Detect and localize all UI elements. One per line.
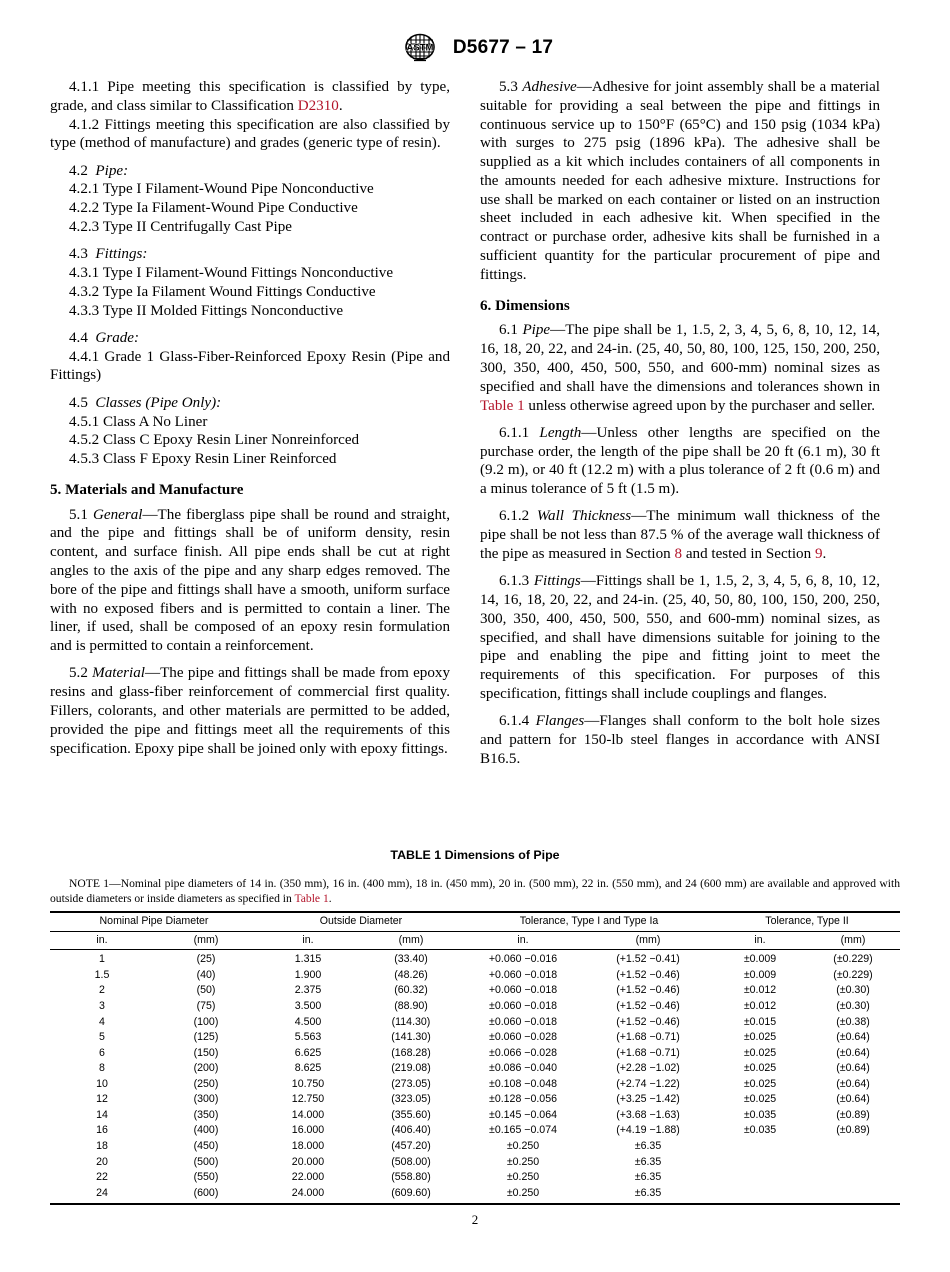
table-cell: (33.40) — [394, 953, 428, 966]
table-cell: +0.060 −0.018 — [488, 984, 558, 997]
table-cell: (300) — [193, 1093, 219, 1106]
table-cell: (+3.68 −1.63) — [616, 1108, 680, 1121]
heading-4-2 — [50, 162, 450, 181]
paragraph-6-1-4-number: 6.1.4 — [499, 713, 530, 730]
paragraph-6-1-3-title: Fittings — [533, 573, 581, 590]
column-header-nominal-in: in. — [50, 931, 154, 950]
column-group-tolerance-type-i-ia: Tolerance, Type I and Type Ia — [464, 912, 714, 931]
table-1-note-text-b: . — [328, 892, 332, 906]
table-1-note-label: NOTE — [69, 877, 100, 890]
paragraph-5-3-number: 5.3 — [499, 79, 518, 95]
table-row — [50, 968, 900, 984]
table-cell: 5.563 — [294, 1031, 322, 1044]
table-cell: +0.060 −0.018 — [488, 968, 558, 981]
table-cell: (±0.89) — [836, 1124, 870, 1137]
table-cell: (508.00) — [391, 1155, 431, 1168]
table-cell: 6.625 — [294, 1046, 322, 1059]
paragraph-4-1-1 — [50, 78, 450, 116]
heading-4-5 — [50, 394, 450, 413]
paragraph-6-1-title: Pipe — [522, 322, 551, 339]
table-cell: (100) — [193, 1015, 219, 1028]
table-cell: (168.28) — [391, 1046, 431, 1059]
table-cell: (+1.68 −0.71) — [616, 1046, 680, 1059]
table-cell: ±0.035 — [743, 1124, 777, 1137]
table-cell: (350) — [193, 1108, 219, 1121]
link-section-8[interactable]: 8 — [674, 545, 683, 562]
paragraph-6-1-number: 6.1 — [499, 322, 518, 339]
section-heading-6: 6. Dimensions — [480, 297, 570, 314]
table-cell: 20 — [96, 1155, 108, 1168]
table-cell: (+1.52 −0.46) — [616, 984, 680, 997]
table-cell: ±0.025 — [743, 1046, 777, 1059]
heading-4-3-title: Fittings: — [95, 246, 148, 263]
body-columns — [50, 78, 900, 769]
table-row — [50, 1186, 900, 1205]
column-header-tol1-in: in. — [464, 931, 582, 950]
table-cell: (550) — [193, 1171, 219, 1184]
table-cell: 22 — [96, 1171, 108, 1184]
table-cell: ±0.165 −0.074 — [489, 1124, 557, 1137]
table-cell: 2 — [99, 984, 105, 997]
link-table-1[interactable]: Table 1 — [480, 397, 525, 414]
table-cell: 10 — [96, 1077, 108, 1090]
dimensions-table — [50, 911, 900, 1205]
paragraph-6-1-4-body: —Flanges shall conform to the bolt hole sizes and pattern for 150-lb steel flanges in accordance with ANSI B16.5. — [480, 713, 880, 767]
table-cell: 12.750 — [291, 1093, 325, 1106]
table-cell: (±0.229) — [833, 953, 873, 966]
table-cell: (500) — [193, 1155, 219, 1168]
heading-4-5-number: 4.5 — [69, 394, 88, 411]
table-cell: (75) — [196, 999, 216, 1012]
paragraph-6-1-body-b: unless otherwise agreed upon by the purchaser and seller. — [524, 397, 876, 414]
table-cell: ±6.35 — [634, 1171, 662, 1184]
table-row — [50, 1170, 900, 1186]
table-cell: 20.000 — [291, 1155, 325, 1168]
table-1-note — [50, 876, 900, 906]
table-header-groups — [50, 912, 900, 931]
table-cell: 14.000 — [291, 1108, 325, 1121]
paragraph-6-1-body-a: —The pipe shall be 1, 1.5, 2, 3, 4, 5, 6, 8, 10, 12, 14, 16, 18, 20, 22, and 24-in. (25, 40, 50, 80, 100, 125, 150, 200, 250, 300, 350, 400, 450, 500, 550, and 600-mm) nominal sizes as specified and shall have the dimensions and tolerances shown in — [480, 322, 880, 395]
paragraph-6-1 — [480, 321, 880, 415]
table-cell: 16 — [96, 1124, 108, 1137]
table-row — [50, 1077, 900, 1093]
heading-4-2-number: 4.2 — [69, 162, 88, 179]
paragraph-6-1-2 — [480, 507, 880, 563]
paragraph-4-2-2: 4.2.2 Type Ia Filament-Wound Pipe Conductive — [69, 200, 358, 217]
table-row — [50, 1061, 900, 1077]
column-group-nominal-pipe-diameter: Nominal Pipe Diameter — [50, 912, 258, 931]
table-cell: +0.060 −0.016 — [488, 953, 558, 966]
right-column — [480, 78, 880, 769]
page-header — [50, 0, 900, 62]
table-cell: 8.625 — [294, 1062, 322, 1075]
link-section-9[interactable]: 9 — [814, 545, 823, 562]
table-row — [50, 1092, 900, 1108]
table-cell: (±0.30) — [836, 999, 870, 1012]
table-cell — [806, 1186, 900, 1205]
document-designation: D5677 – 17 — [452, 37, 554, 58]
table-cell: ±6.35 — [634, 1186, 662, 1199]
table-cell: 2.375 — [294, 984, 322, 997]
dimensions-table-body — [50, 950, 900, 1205]
paragraph-5-1-body: —The fiberglass pipe shall be round and straight, and the pipe and fittings shall be of uniform density, resin content, and surface finish. All pipe ends shall be cut at right angles to the axis of the pipe and any sharp edges removed. The bore of the pipe and fittings shall have a smooth, uniform surface with no exposed fibers and is permitted to contain a liner. The liner, if used, shall be composed of an epoxy resin formulation and is permitted to contain a reinforcement. — [50, 506, 450, 655]
paragraph-4-5-1: 4.5.1 Class A No Liner — [69, 413, 208, 430]
table-cell: 3.500 — [294, 999, 322, 1012]
paragraph-6-1-3-number: 6.1.3 — [499, 573, 530, 590]
paragraph-6-1-1-body: —Unless other lengths are specified on the purchase order, the length of the pipe shall be 20 ft (6.1 m), 30 ft (9.2 m), or 40 ft (12.2 m) with a plus tolerance of 2 ft (0.6 m) and a minus tolerance of 5 ft (1.5 m). — [480, 424, 880, 498]
astm-logo-icon — [397, 33, 443, 63]
paragraph-5-2 — [50, 664, 450, 758]
heading-4-3 — [50, 245, 450, 264]
table-cell: (200) — [193, 1062, 219, 1075]
table-cell: (±0.64) — [836, 1077, 870, 1090]
table-1-block — [50, 848, 900, 1205]
table-cell: 24.000 — [291, 1186, 325, 1199]
table-cell: 18.000 — [291, 1140, 325, 1152]
table-cell: (141.30) — [391, 1031, 431, 1044]
table-cell: (25) — [196, 953, 216, 966]
table-cell: ±6.35 — [634, 1155, 662, 1168]
table-row — [50, 999, 900, 1015]
table-cell: 12 — [96, 1093, 108, 1106]
heading-4-4-title: Grade: — [95, 329, 140, 346]
table-cell: (±0.229) — [833, 968, 873, 981]
heading-4-3-number: 4.3 — [69, 246, 88, 263]
heading-4-4 — [50, 329, 450, 348]
paragraph-5-2-number: 5.2 — [69, 665, 88, 682]
paragraph-4-5-2: 4.5.2 Class C Epoxy Resin Liner Nonreinforced — [69, 432, 360, 449]
paragraph-4-5-3: 4.5.3 Class F Epoxy Resin Liner Reinforced — [69, 451, 337, 468]
table-cell: 1.315 — [294, 953, 322, 966]
table-cell: (+4.19 −1.88) — [616, 1124, 680, 1137]
table-cell: ±0.060 −0.028 — [489, 1031, 557, 1044]
table-cell: ±0.009 — [743, 968, 777, 981]
paragraph-5-3 — [480, 78, 880, 285]
paragraph-4-2-3: 4.2.3 Type II Centrifugally Cast Pipe — [69, 218, 292, 235]
table-cell — [806, 1155, 900, 1171]
table-cell: (600) — [193, 1186, 219, 1199]
column-header-od-in: in. — [258, 931, 358, 950]
table-cell: (±0.30) — [836, 984, 870, 997]
table-cell: (+1.52 −0.41) — [616, 953, 680, 966]
table-cell: ±0.086 −0.040 — [489, 1062, 557, 1075]
table-cell: (250) — [193, 1077, 219, 1090]
table-cell: 14 — [96, 1108, 108, 1121]
table-cell: (150) — [193, 1046, 219, 1059]
table-cell: ±0.250 — [506, 1171, 540, 1184]
paragraph-6-1-4 — [480, 712, 880, 768]
paragraph-4-3-2: 4.3.2 Type Ia Filament Wound Fittings Conductive — [69, 283, 376, 300]
table-cell — [714, 1155, 806, 1171]
table-cell: 1 — [99, 953, 105, 966]
table-cell: (219.08) — [391, 1062, 431, 1075]
heading-4-5-title: Classes (Pipe Only): — [95, 394, 222, 411]
table-cell: 24 — [96, 1186, 108, 1199]
table-row — [50, 1046, 900, 1062]
table-header-units — [50, 931, 900, 950]
table-row — [50, 1030, 900, 1046]
table-cell: 1.5 — [94, 968, 110, 981]
table-cell: (±0.64) — [836, 1093, 870, 1106]
table-cell: (+2.28 −1.02) — [616, 1062, 680, 1075]
column-header-tol1-mm: (mm) — [582, 931, 714, 950]
table-cell: 18 — [96, 1140, 108, 1152]
paragraph-5-1-title: General — [92, 506, 143, 523]
dimensions-table-head — [50, 912, 900, 950]
paragraph-4-4-1: 4.4.1 Grade 1 Glass-Fiber-Reinforced Epoxy Resin (Pipe and Fittings) — [50, 348, 450, 384]
table-cell: (+1.52 −0.46) — [616, 999, 680, 1012]
table-cell: 5 — [99, 1031, 105, 1044]
table-cell: 4 — [99, 1015, 105, 1028]
table-cell: (125) — [193, 1031, 219, 1044]
page-number: 2 — [471, 1212, 479, 1227]
table-cell — [806, 1139, 900, 1155]
table-cell — [714, 1170, 806, 1186]
table-cell: 16.000 — [291, 1124, 325, 1137]
paragraph-5-2-title: Material — [92, 665, 145, 682]
left-column — [50, 78, 450, 769]
table-cell: ±0.250 — [506, 1186, 540, 1199]
table-cell: (+1.52 −0.46) — [616, 1015, 680, 1028]
paragraph-6-1-2-body-b: and tested in Section — [682, 545, 815, 562]
section-heading-5: 5. Materials and Manufacture — [50, 481, 244, 498]
table-cell: ±0.012 — [743, 984, 777, 997]
svg-text:ASTM: ASTM — [406, 42, 434, 54]
table-cell: ±6.35 — [634, 1140, 662, 1152]
link-d2310[interactable]: D2310 — [297, 97, 339, 114]
paragraph-4-1-1-text-b: . — [338, 97, 343, 114]
table-row — [50, 1139, 900, 1155]
table-cell: (450) — [193, 1140, 219, 1152]
table-cell: (609.60) — [391, 1186, 431, 1199]
table-cell: (457.20) — [391, 1140, 431, 1152]
table-cell: (+1.68 −0.71) — [616, 1031, 680, 1044]
paragraph-5-1 — [50, 506, 450, 656]
paragraph-6-1-2-title: Wall Thickness — [536, 508, 632, 525]
paragraph-5-3-body: —Adhesive for joint assembly shall be a material suitable for providing a seal between the pipe and fittings in continuous service up to 150°F (65°C) and 150 psig (1034 kPa) with surges to 275 psig (1896 kPa). The adhesive shall be supplied as a kit which includes containers of all components in the amounts needed for each adhesive mixture. Instructions for use shall be marked on each container or listed on an instruction sheet included in each adhesive kit. When specified in the contract or purchase order, adhesive kits shall be furnished in a sufficient quantity for the particular procurement of pipe and fittings. — [480, 79, 880, 283]
paragraph-5-3-title: Adhesive — [522, 79, 577, 95]
paragraph-4-2-1: 4.2.1 Type I Filament-Wound Pipe Nonconductive — [69, 181, 374, 198]
table-cell: (273.05) — [391, 1077, 431, 1090]
table-cell: (+2.74 −1.22) — [616, 1077, 680, 1090]
table-cell: 8 — [99, 1062, 105, 1075]
table-cell: (400) — [193, 1124, 219, 1137]
table-cell: (323.05) — [391, 1093, 431, 1106]
column-group-outside-diameter: Outside Diameter — [258, 912, 464, 931]
table-cell: ±0.060 −0.018 — [489, 999, 557, 1012]
table-cell: ±0.025 — [743, 1062, 777, 1075]
table-cell — [714, 1139, 806, 1155]
table-cell: (+3.25 −1.42) — [616, 1093, 680, 1106]
table-row — [50, 950, 900, 968]
table-cell: (60.32) — [394, 984, 428, 997]
table-cell: (114.30) — [391, 1015, 431, 1028]
table-cell: ±0.128 −0.056 — [489, 1093, 557, 1106]
table-row — [50, 1015, 900, 1031]
table-row — [50, 983, 900, 999]
table-cell: ±0.250 — [506, 1140, 540, 1152]
table-cell: 6 — [99, 1046, 105, 1059]
paragraph-4-1-1-text-a: 4.1.1 Pipe meeting this specification is classified by type, grade, and class similar to Classification — [50, 79, 450, 114]
table-cell — [714, 1186, 806, 1205]
table-cell: 4.500 — [294, 1015, 322, 1028]
table-cell: ±0.145 −0.064 — [489, 1108, 557, 1121]
table-cell: ±0.066 −0.028 — [489, 1046, 557, 1059]
link-table-1-note[interactable]: Table 1 — [294, 892, 329, 906]
table-1-note-text-a: 1—Nominal pipe diameters of 14 in. (350 mm), 16 in. (400 mm), 18 in. (450 mm), 20 in. (500 mm), 22 in. (550 mm), and 24 (600 mm) are available and approved with outside diameters or inside diameters as specified in — [50, 877, 900, 906]
heading-4-4-number: 4.4 — [69, 329, 88, 346]
table-cell: (±0.64) — [836, 1046, 870, 1059]
table-cell: (355.60) — [391, 1108, 431, 1121]
table-cell: (±0.64) — [836, 1031, 870, 1044]
paragraph-4-1-2: 4.1.2 Fittings meeting this specification are also classified by type (method of manufacture) and grades (generic type of resin). — [50, 116, 450, 152]
table-row — [50, 1155, 900, 1171]
table-cell: (50) — [196, 984, 216, 997]
paragraph-6-1-2-body-a: —The minimum wall thickness of the pipe shall be not less than 87.5 % of the average wall thickness of the pipe as measured in Section — [480, 508, 880, 562]
paragraph-4-3-3: 4.3.3 Type II Molded Fittings Nonconductive — [69, 302, 344, 319]
table-cell: ±0.012 — [743, 999, 777, 1012]
table-row — [50, 1123, 900, 1139]
paragraph-6-1-3 — [480, 572, 880, 703]
table-cell: ±0.025 — [743, 1031, 777, 1044]
table-cell: (48.26) — [394, 968, 428, 981]
paragraph-5-2-body: —The pipe and fittings shall be made from epoxy resins and glass-fiber reinforcement of commercial first quality. Fillers, colorants, and other materials are permitted to be added, provided the pipe and fittings meet all the requirements of this specification. Epoxy pipe shall be joined only with epoxy fittings. — [50, 665, 450, 757]
table-cell: (±0.38) — [836, 1015, 870, 1028]
table-1-caption: TABLE 1 Dimensions of Pipe — [390, 848, 560, 862]
table-cell: ±0.108 −0.048 — [489, 1077, 557, 1090]
table-cell: 22.000 — [291, 1171, 325, 1184]
paragraph-6-1-4-title: Flanges — [535, 713, 585, 730]
table-cell: ±0.009 — [743, 953, 777, 966]
paragraph-6-1-2-body-c: . — [822, 545, 827, 562]
paragraph-6-1-1 — [480, 424, 880, 499]
column-header-tol2-in: in. — [714, 931, 806, 950]
column-header-nominal-mm: (mm) — [154, 931, 258, 950]
table-cell: 3 — [99, 999, 105, 1012]
table-cell: (558.80) — [391, 1171, 431, 1184]
table-cell: (40) — [196, 968, 216, 981]
paragraph-4-3-1: 4.3.1 Type I Filament-Wound Fittings Nonconductive — [69, 265, 394, 282]
column-header-od-mm: (mm) — [358, 931, 464, 950]
paragraph-5-1-number: 5.1 — [69, 506, 88, 523]
table-cell: (±0.64) — [836, 1062, 870, 1075]
table-cell: (+1.52 −0.46) — [616, 968, 680, 981]
heading-4-2-title: Pipe: — [95, 162, 129, 179]
table-cell: 1.900 — [294, 968, 322, 981]
table-cell: ±0.035 — [743, 1108, 777, 1121]
table-cell: ±0.060 −0.018 — [489, 1015, 557, 1028]
table-cell: 10.750 — [291, 1077, 325, 1090]
table-cell: ±0.250 — [506, 1155, 540, 1168]
table-cell: ±0.025 — [743, 1077, 777, 1090]
table-cell: ±0.025 — [743, 1093, 777, 1106]
column-header-tol2-mm: (mm) — [806, 931, 900, 950]
table-cell: (88.90) — [394, 999, 428, 1012]
table-cell: ±0.015 — [743, 1015, 777, 1028]
table-row — [50, 1108, 900, 1124]
table-cell: (±0.89) — [836, 1108, 870, 1121]
paragraph-6-1-3-body: —Fittings shall be 1, 1.5, 2, 3, 4, 5, 6, 8, 10, 12, 14, 16, 18, 20, 22, and 24-in. (25, 40, 50, 80, 100, 150, 200, 250, 300, 350, 400, 450, 500, 550, and 600-mm) nominal sizes, as specified, and shall have dimensions suitable for joining to the pipe and enabling the pipe and fitting joint to meet the requirements of this specification. For purposes of this specification, fittings shall include couplings and flanges. — [480, 573, 880, 702]
paragraph-6-1-1-title: Length — [539, 424, 582, 441]
table-cell — [806, 1170, 900, 1186]
paragraph-6-1-1-number: 6.1.1 — [499, 424, 530, 441]
column-group-tolerance-type-ii: Tolerance, Type II — [714, 912, 900, 931]
paragraph-6-1-2-number: 6.1.2 — [499, 508, 530, 525]
table-cell: (406.40) — [391, 1124, 431, 1137]
